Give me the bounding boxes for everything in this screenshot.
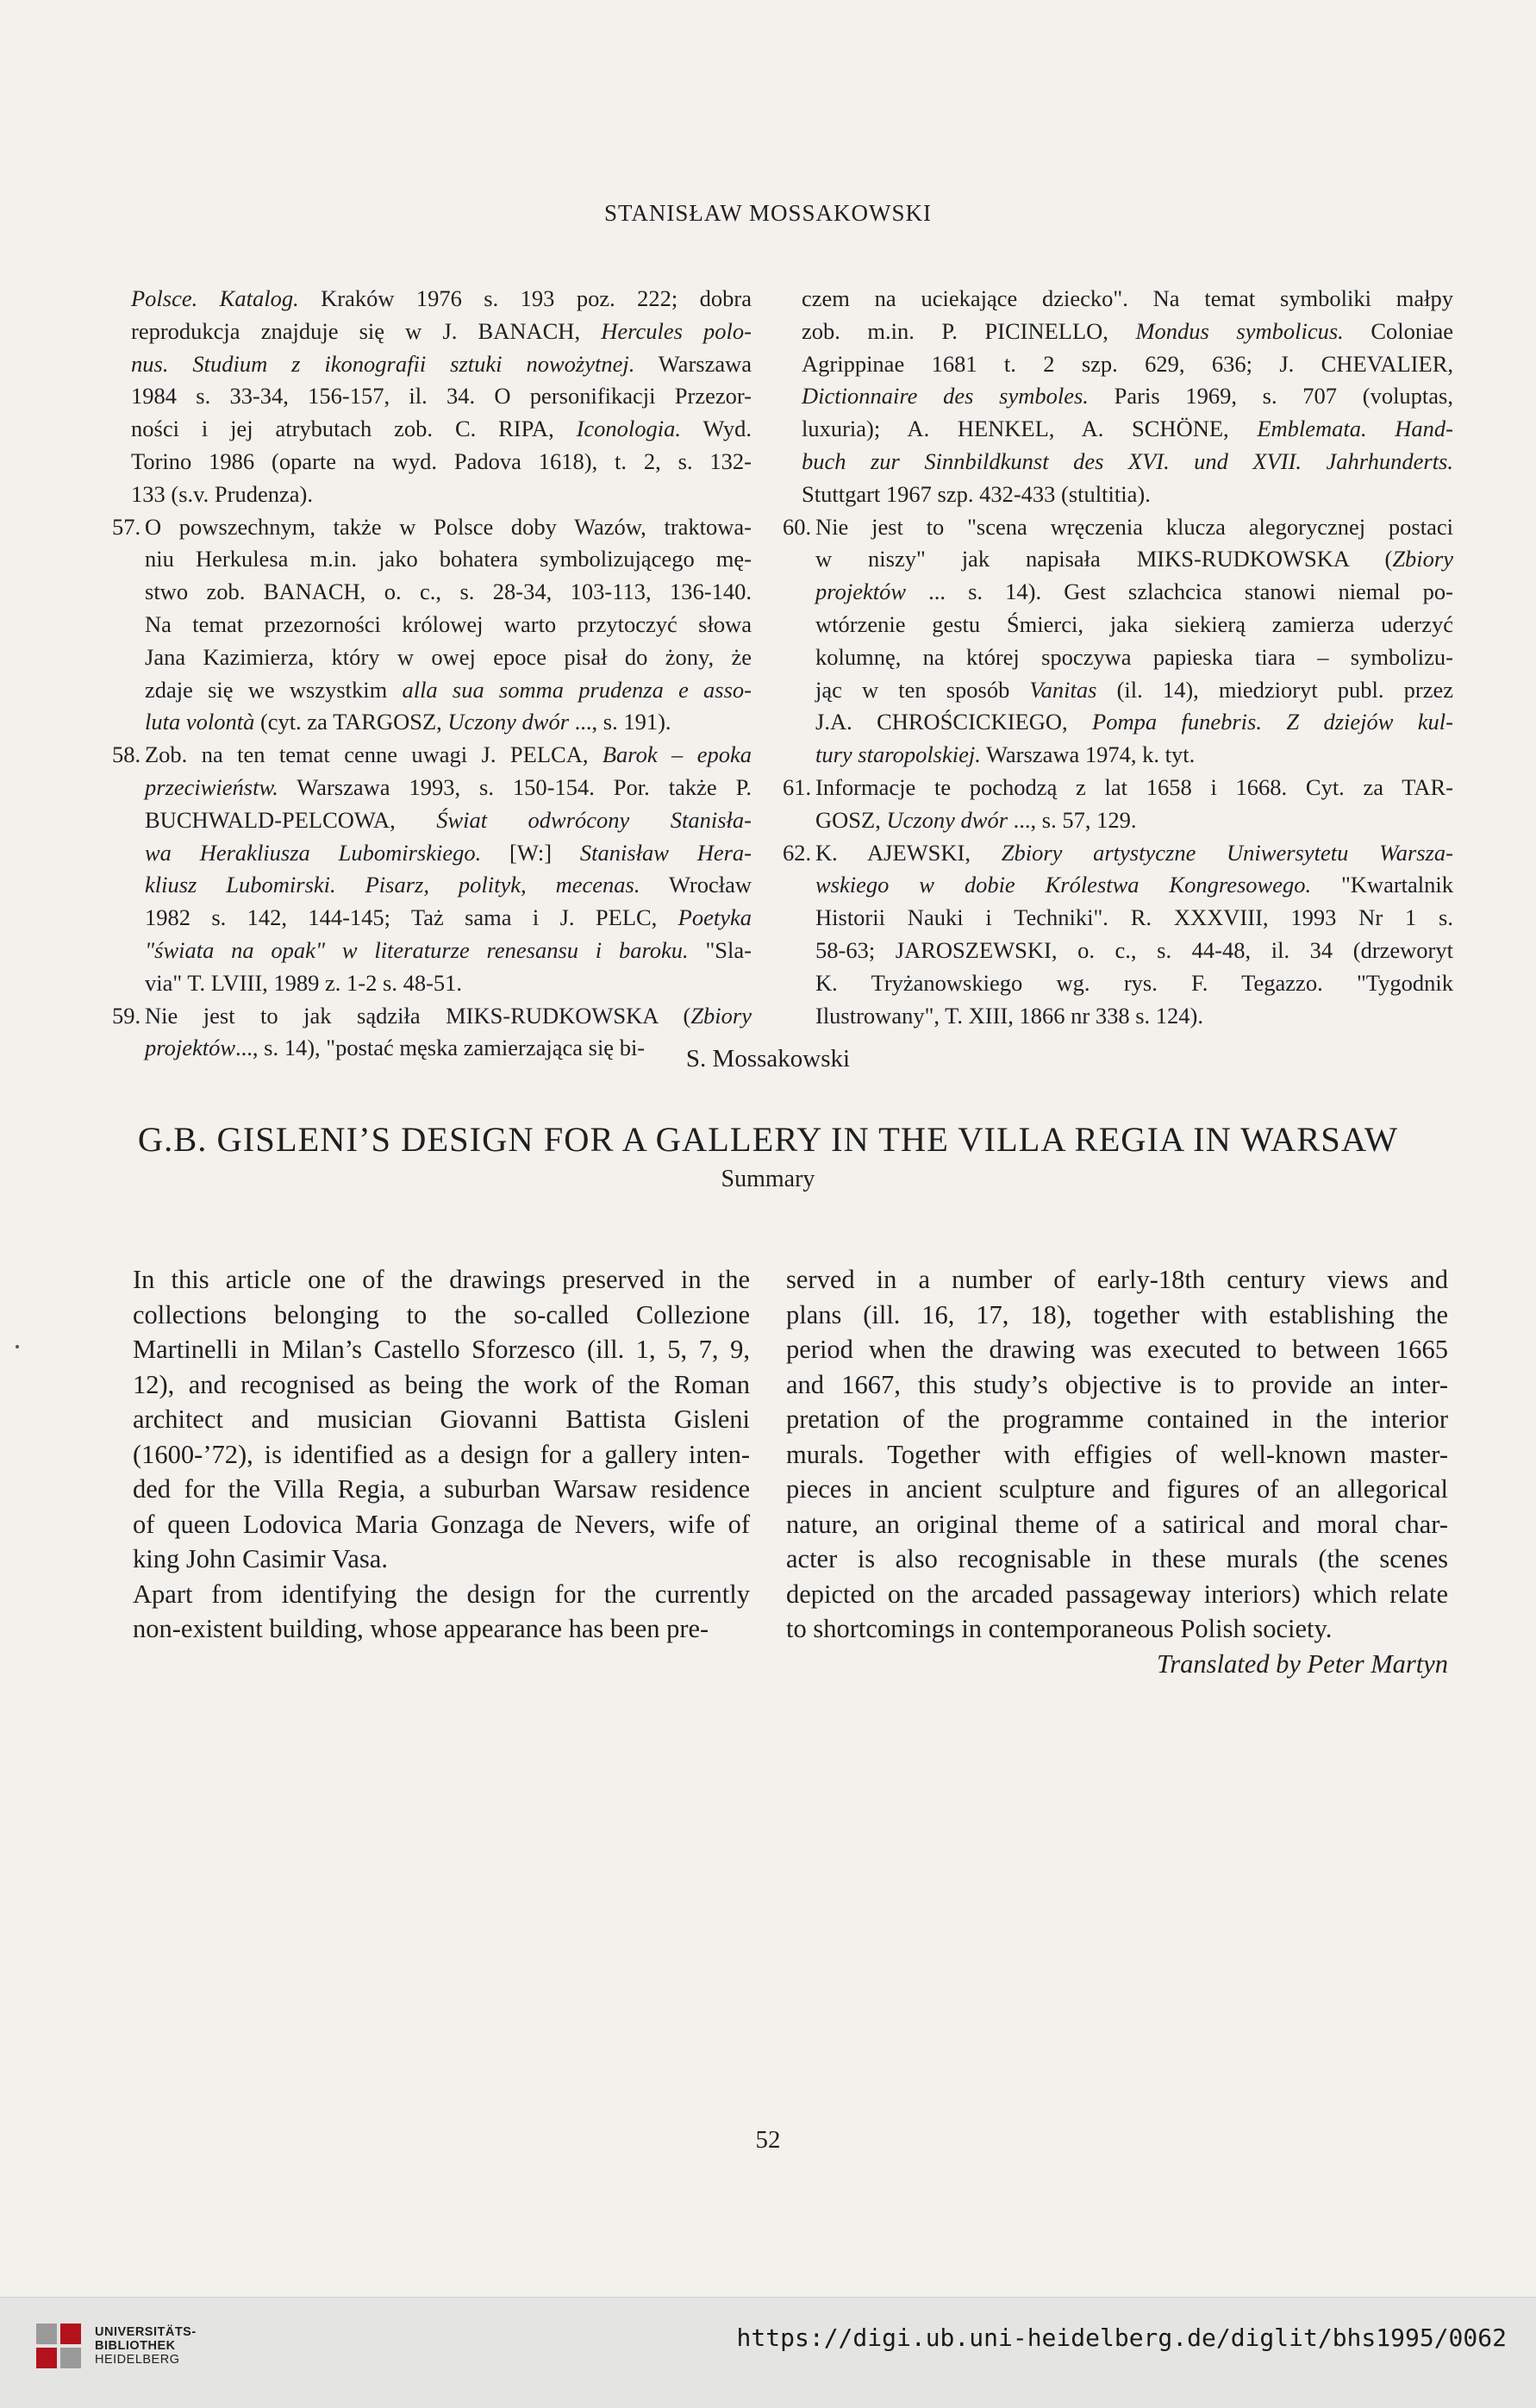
italic-run: Polsce. Katalog. [131,285,299,311]
summary-line: Martinelli in Milan’s Castello Sforzesco (ill. 1, 5, 7, 9, [133,1335,750,1364]
text-line [815,543,1453,576]
italic-run: Uczony dwór [447,709,570,735]
text-line [815,869,1453,902]
translator-credit: Translated by Peter Martyn [1156,1648,1448,1679]
summary-left-column [133,1262,750,1647]
footnote [112,511,752,740]
summary-line: of queen Lodovica Maria Gonzaga de Nevers, wife of [133,1509,750,1539]
italic-run: Dictionnaire des symboles. [802,383,1089,410]
text-run: Warszawa 1993, s. 150-154. Por. także P. [278,773,752,800]
text-line [815,837,1453,870]
footnotes-left-column [112,283,752,1065]
text-line [802,478,1453,511]
italic-run: Zbiory artystyczne Uniwersytetu Warsza- [1001,839,1453,866]
italic-run: wskiego w dobie Królestwa Kongresowego. [815,872,1312,898]
text-run: (il. 14), miedzioryt publ. przez [1096,676,1453,703]
text-run: ..., s. 57, 129. [1008,806,1137,833]
text-line [145,1000,752,1033]
summary-paragraphs [786,1262,1448,1647]
summary-line: collections belonging to the so-called Collezione [133,1299,750,1329]
footnote-number: 61. [783,773,812,800]
footnote-number: 59. [112,1002,141,1029]
text-run: Paris 1969, s. 707 (voluptas, [1088,383,1453,410]
text-line [131,283,752,316]
page-number: 52 [755,2126,781,2154]
summary-line: king John Casimir Vasa. [133,1544,388,1573]
summary-line: served in a number of early-18th century views and [786,1265,1448,1294]
italic-run: Vanitas [1029,676,1097,703]
text-run: "Sla- [688,936,752,963]
text-run: Jana Kazimierza, który w owej epoce pisał do żony, że [145,643,752,670]
text-line [145,804,752,837]
text-run: w niszy" jak napisała MIKS-RUDKOWSKA ( [815,546,1393,572]
text-line [145,902,752,935]
italic-run: projektów [815,579,907,605]
summary-line: murals. Together with effigies of well-known master- [786,1439,1448,1469]
italic-run: Zbiory [690,1002,752,1029]
text-run: zob. m.in. P. PICINELLO, [802,317,1136,344]
text-line [145,935,752,967]
text-run: (cyt. za TARGOSZ, [254,709,448,735]
italic-run: luta volontà [145,709,255,735]
text-line [145,706,752,739]
summary-line: to shortcomings in contemporaneous Polish society. [786,1614,1333,1643]
text-run: zdaje się we wszystkim [145,676,403,703]
text-run: 58-63; JAROSZEWSKI, o. c., s. 44-48, il. 34 (drzeworyt [815,936,1453,963]
text-run: Ilustrowany", T. XIII, 1866 nr 338 s. 124). [815,1002,1203,1029]
text-run: Informacje te pochodzą z lat 1658 i 1668. Cyt. za TAR- [815,773,1453,800]
text-run: K. Tryżanowskiego wg. rys. F. Tegazzo. "Tygodnik [815,969,1453,996]
text-line [145,674,752,707]
text-line [145,543,752,576]
footnotes-right-column [783,283,1453,1032]
italic-run: nus. Studium z ikonografii sztuki nowożytnej. [131,350,635,377]
footnote-number: 62. [783,839,812,866]
text-line [802,283,1453,316]
text-line [815,576,1453,609]
text-line [815,511,1453,544]
text-line [145,641,752,674]
text-line [131,316,752,348]
summary-line: plans (ill. 16, 17, 18), together with establishing the [786,1299,1448,1329]
text-run: Nie jest to "scena wręczenia klucza alegorycznej postaci [815,513,1453,540]
footnote [112,739,752,999]
text-run: "Kwartalnik [1311,872,1454,898]
italic-run: Poetyka [677,904,752,931]
text-line [802,348,1453,381]
summary-line: ded for the Villa Regia, a suburban Warsaw residence [133,1474,750,1504]
text-line [815,609,1453,641]
text-run: wtórzenie gestu Śmierci, jaka siekierą zamierza uderzyć [815,610,1453,637]
text-line [815,935,1453,967]
text-line [815,804,1453,837]
text-run: luxuria); A. HENKEL, A. SCHÖNE, [802,416,1258,442]
summary-title: G.B. GISLENI’S DESIGN FOR A GALLERY IN THE VILLA REGIA IN WARSAW [137,1120,1399,1159]
text-run: Warszawa 1974, k. tyt. [980,741,1196,768]
text-run: Coloniae [1343,317,1453,344]
text-run: Kraków 1976 s. 193 poz. 222; dobra [298,285,752,311]
library-logo-icon [34,2322,83,2370]
scan-dot [16,1345,19,1348]
summary-subtitle: Summary [721,1166,815,1192]
italic-run: projektów [145,1035,236,1061]
library-name-line: BIBLIOTHEK [95,2339,176,2353]
italic-run: Zbiory [1392,546,1453,572]
text-run: Zob. na ten temat cenne uwagi J. PELCA, [145,741,603,768]
footnote-number: 60. [783,513,812,540]
text-run: ności i jej atrybutach zob. C. RIPA, [131,416,577,442]
text-run: stwo zob. BANACH, o. c., s. 28-34, 103-113, 136-140. [145,579,752,605]
footnote-number: 58. [112,741,141,768]
footnote [783,511,1453,772]
text-line [131,413,752,446]
text-line [815,902,1453,935]
text-line [145,739,752,772]
footnote-number: 57. [112,513,141,540]
italic-run: Hercules polo- [601,317,752,344]
text-run: Wyd. [681,416,752,442]
text-line [145,967,752,1000]
text-run: via" T. LVIII, 1989 z. 1-2 s. 48-51. [145,969,463,996]
text-line [131,446,752,478]
text-run: [W:] [481,839,580,866]
italic-run: Uczony dwór [886,806,1008,833]
text-line [815,641,1453,674]
text-line [815,739,1453,772]
text-run: 1982 s. 142, 144-145; Taż sama i J. PELC, [145,904,678,931]
text-run: kolumnę, na której spoczywa papieska tiara – symbolizu- [815,643,1453,670]
text-run: Warszawa [634,350,752,377]
italic-run: kliusz Lubomirski. Pisarz, polityk, mecenas. [145,872,640,898]
text-run: 133 (s.v. Prudenza). [131,480,313,507]
summary-line: acter is also recognisable in these murals (the scenes [786,1544,1448,1573]
summary-line: and 1667, this study’s objective is to provide an inter- [786,1369,1448,1399]
text-run: GOSZ, [815,806,887,833]
text-run: jąc w ten sposób [815,676,1030,703]
text-line [145,511,752,544]
text-line [145,869,752,902]
text-run: reprodukcja znajduje się w J. BANACH, [131,317,602,344]
text-line [802,316,1453,348]
text-line [802,446,1453,478]
text-run: J.A. CHROŚCICKIEGO, [815,709,1093,735]
permalink-url[interactable]: https://digi.ub.uni-heidelberg.de/diglit/bhs1995/0062 [736,2324,1507,2352]
running-header: STANISŁAW MOSSAKOWSKI [604,200,932,226]
text-line [802,380,1453,413]
text-run: Wrocław [640,872,752,898]
text-run: K. AJEWSKI, [815,839,1002,866]
summary-right-column [786,1262,1448,1681]
italic-run: Stanisław Hera- [579,839,752,866]
italic-run: tury staropolskiej. [815,741,981,768]
text-line [815,674,1453,707]
italic-run: "świata na opak" w literaturze renesansu i baroku. [145,936,689,963]
italic-run: przeciwieństw. [145,773,278,800]
text-run: Agrippinae 1681 t. 2 szp. 629, 636; J. CHEVALIER, [802,350,1453,377]
text-run: ..., s. 191). [569,709,671,735]
text-line [145,609,752,641]
summary-line: period when the drawing was executed to between 1665 [786,1335,1448,1364]
summary-line: pretation of the programme contained in the interior [786,1404,1448,1434]
footnote-list [112,511,752,1066]
italic-run: Świat odwrócony Stanisła- [436,806,752,833]
text-line [802,413,1453,446]
summary-line: depicted on the arcaded passageway interiors) which relate [786,1579,1448,1609]
text-run: Na temat przezorności królowej warto przytoczyć słowa [145,610,752,637]
summary-line: nature, an original theme of a satirical and moral char- [786,1509,1448,1539]
text-run: Stuttgart 1967 szp. 432-433 (stultitia). [802,480,1151,507]
text-line [145,837,752,870]
text-run: Torino 1986 (oparte na wyd. Padova 1618), t. 2, s. 132- [131,447,752,474]
footnote-continuation [783,283,1453,511]
text-run: 1984 s. 33-34, 156-157, il. 34. O personifikacji Przezor- [131,383,752,410]
text-line [131,348,752,381]
italic-run: Pompa funebris. Z dziejów kul- [1092,709,1453,735]
italic-run: Emblemata. Hand- [1257,416,1453,442]
library-footer [0,2297,1536,2408]
summary-line: 12), and recognised as being the work of the Roman [133,1369,750,1399]
text-run: niu Herkulesa m.in. jako bohatera symbolizującego mę- [145,546,752,572]
italic-run: buch zur Sinnbildkunst des XVI. und XVII. Jahrhunderts. [802,447,1453,474]
summary-line: Apart from identifying the design for the currently [133,1579,750,1609]
library-name-line: UNIVERSITÄTS- [95,2325,197,2339]
text-line [815,706,1453,739]
text-run: ... s. 14). Gest szlachcica stanowi niemal po- [906,579,1453,605]
author-signature: S. Mossakowski [685,1045,851,1073]
footnote-continuation [112,283,752,511]
summary-line: architect and musician Giovanni Battista Gisleni [133,1404,750,1434]
footnote [783,837,1453,1033]
italic-run: Mondus symbolicus. [1135,317,1344,344]
text-line [815,967,1453,1000]
summary-paragraphs [133,1262,750,1647]
italic-run: alla sua somma prudenza e asso- [402,676,752,703]
library-name [95,2325,197,2367]
text-line [131,380,752,413]
text-line [145,772,752,804]
text-line [145,576,752,609]
summary-line: pieces in ancient sculpture and figures of an allegorical [786,1474,1448,1504]
text-run: Nie jest to jak sądziła MIKS-RUDKOWSKA ( [145,1002,691,1029]
text-run: O powszechnym, także w Polsce doby Wazów, traktowa- [145,513,752,540]
text-run: czem na uciekające dziecko". Na temat symboliki małpy [802,285,1453,311]
text-run: ..., s. 14), "postać męska zamierzająca się bi- [235,1035,646,1061]
italic-run: Iconologia. [576,416,682,442]
library-name-line: HEIDELBERG [95,2353,180,2367]
text-line [815,772,1453,804]
italic-run: wa Herakliusza Lubomirskiego. [145,839,482,866]
text-line [131,478,752,511]
text-run: Historii Nauki i Techniki". R. XXXVIII, 1993 Nr 1 s. [815,904,1453,931]
summary-line: non-existent building, whose appearance has been pre- [133,1614,709,1643]
text-line [815,1000,1453,1033]
footnote-list [783,511,1453,1033]
summary-line: In this article one of the drawings preserved in the [133,1265,750,1294]
summary-line: (1600-’72), is identified as a design for a gallery inten- [133,1439,750,1469]
text-run: BUCHWALD-PELCOWA, [145,806,437,833]
footnote [783,772,1453,837]
italic-run: Barok – epoka [602,741,752,768]
